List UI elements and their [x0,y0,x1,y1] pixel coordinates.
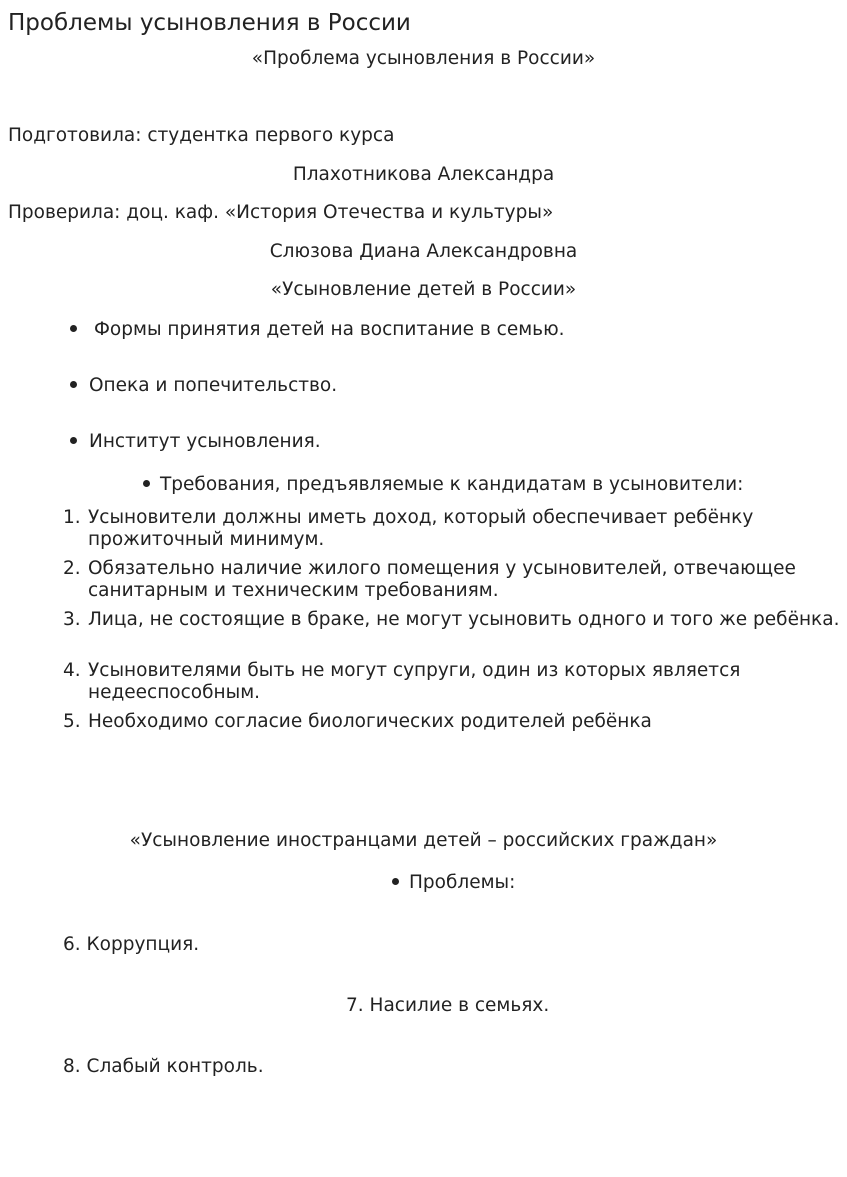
requirements-heading [143,474,743,496]
list-item [70,319,565,341]
bullet-icon [392,878,399,885]
item-text: Усыновители должны иметь доход, который обеспечивает ребёнку прожиточный минимум. [88,507,754,550]
section-title-adoption: «Усыновление детей в России» [270,279,577,300]
list-item-text: Институт усыновления. [89,431,321,452]
item-number: 2. [63,558,81,579]
item-text: Лица, не состоящие в браке, не могут усыновить одного и того же ребёнка. [88,609,840,630]
list-item-text: Формы принятия детей на воспитание в семью. [94,319,565,340]
item-number: 4. [63,660,81,681]
bullet-icon [143,480,150,487]
item-number: 8. [63,1056,81,1077]
item-text: Усыновителями быть не могут супруги, один из которых является недееспособным. [88,660,741,703]
bullet-icon [70,381,77,388]
list-item [70,375,337,397]
problems-heading [392,872,515,894]
item-number: 3. [63,609,81,630]
student-name: Плахотникова Александра [292,164,555,185]
bullet-icon [70,437,77,444]
list-item-text: Опека и попечительство. [89,375,338,396]
section-title-foreign-adoption: «Усыновление иностранцами детей – российских граждан» [129,830,718,851]
prepared-by-line: Подготовила: студентка первого курса [8,125,395,146]
item-number: 5. [63,711,81,732]
item-text: Коррупция. [86,934,200,955]
page-title: Проблемы усыновления в России [8,10,411,36]
teacher-name: Слюзова Диана Александровна [269,241,578,262]
requirement-item [63,609,843,631]
item-text: Насилие в семьях. [369,995,550,1016]
document-title: «Проблема усыновления в России» [251,48,596,69]
problem-item [63,934,199,956]
requirement-item [63,558,843,602]
problems-heading-text: Проблемы: [409,872,516,893]
item-text: Обязательно наличие жилого помещения у усыновителей, отвечающее санитарным и техническим требованиям. [88,558,796,601]
problem-item [63,1056,264,1078]
requirement-item [63,660,843,704]
list-item [70,431,321,453]
requirement-item [63,711,843,733]
bullet-icon [70,325,77,332]
problem-item [346,995,549,1017]
item-text: Слабый контроль. [86,1056,264,1077]
checked-by-line: Проверила: доц. каф. «История Отечества и культуры» [8,202,554,223]
item-number: 6. [63,934,81,955]
item-text: Необходимо согласие биологических родителей ребёнка [88,711,652,732]
requirements-heading-text: Требования, предъявляемые к кандидатам в усыновители: [160,474,744,495]
item-number: 7. [346,995,364,1016]
requirement-item [63,507,843,551]
item-number: 1. [63,507,81,528]
